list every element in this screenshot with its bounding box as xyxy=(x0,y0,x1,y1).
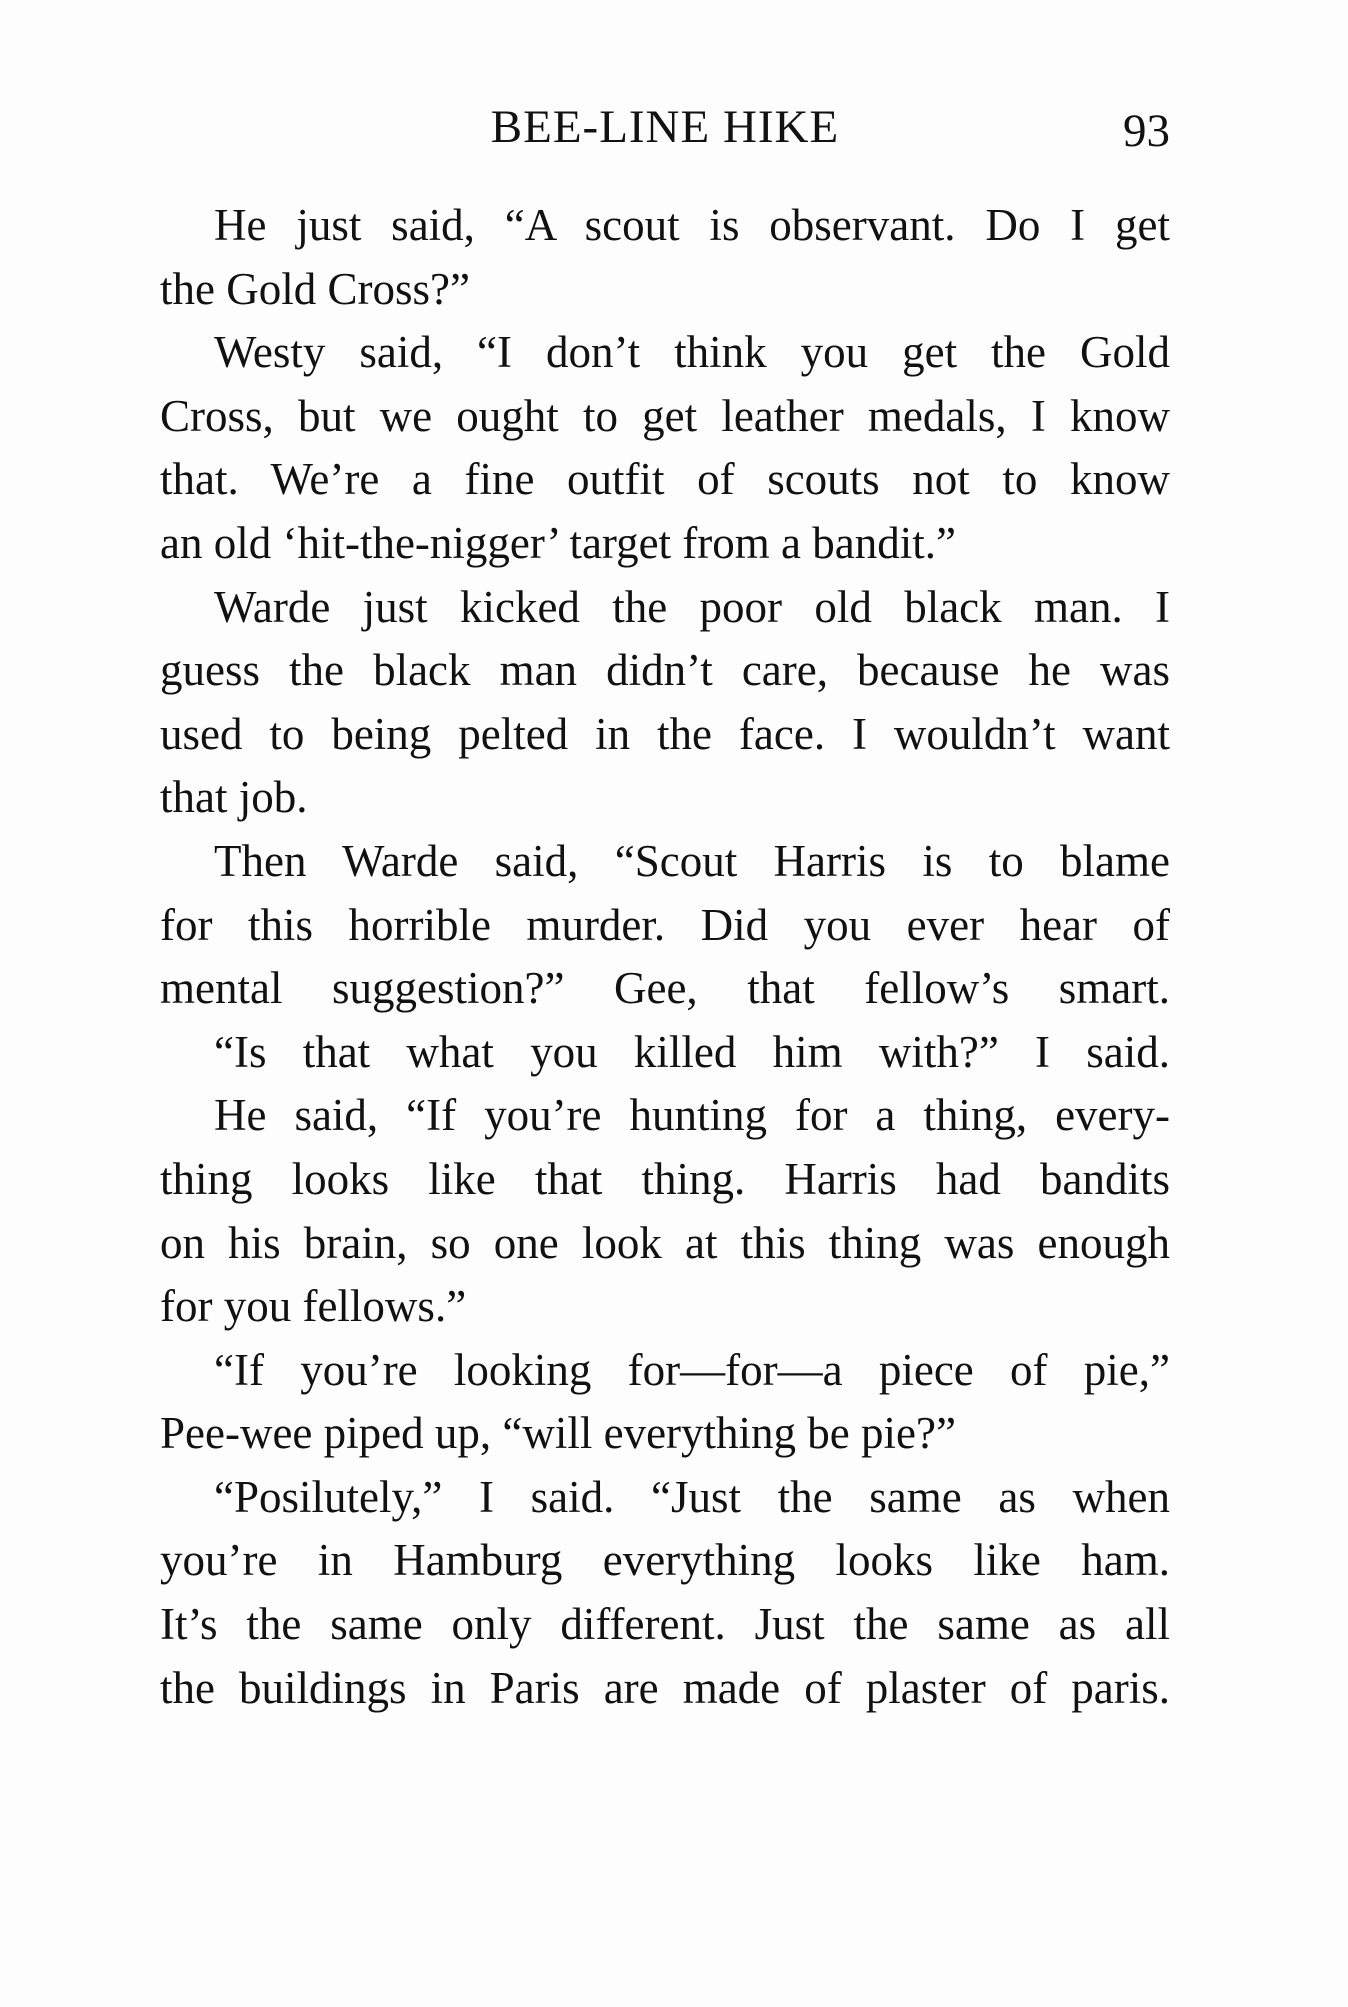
text-line: that job. xyxy=(160,772,308,823)
text-line: “Posilutely,” I said. “Just the same as when xyxy=(214,1471,1170,1522)
text-line: guess the black man didn’t care, because he was xyxy=(160,645,1170,696)
text-line: mental suggestion?” Gee, that fellow’s smart. xyxy=(160,963,1170,1014)
text-line: “Is that what you killed him with?” I said. xyxy=(214,1026,1170,1077)
body-text xyxy=(160,194,1170,1720)
text-line: “If you’re looking for—for—a piece of pie,” xyxy=(214,1344,1170,1395)
text-line: It’s the same only different. Just the same as all xyxy=(160,1599,1170,1650)
text-line: you’re in Hamburg everything looks like ham. xyxy=(160,1535,1170,1586)
running-head xyxy=(160,100,1170,160)
text-line: Then Warde said, “Scout Harris is to blame xyxy=(214,835,1170,886)
text-line: that. We’re a fine outfit of scouts not to know xyxy=(160,454,1170,505)
text-line: the Gold Cross?” xyxy=(160,263,470,314)
text-line: Westy said, “I don’t think you get the Gold xyxy=(214,327,1170,378)
text-line: Warde just kicked the poor old black man. I xyxy=(214,581,1170,632)
page-number: 93 xyxy=(1123,105,1170,157)
text-line: thing looks like that thing. Harris had bandits xyxy=(160,1153,1170,1204)
text-line: the buildings in Paris are made of plaster of paris. xyxy=(160,1662,1170,1713)
text-line: He said, “If you’re hunting for a thing, every- xyxy=(214,1090,1170,1141)
text-line: on his brain, so one look at this thing was enough xyxy=(160,1217,1170,1268)
text-line: for you fellows.” xyxy=(160,1281,467,1332)
text-line: Pee-wee piped up, “will everything be pie?” xyxy=(160,1408,956,1459)
text-line: for this horrible murder. Did you ever hear of xyxy=(160,899,1170,950)
running-title: BEE-LINE HIKE xyxy=(490,101,840,153)
text-line: used to being pelted in the face. I wouldn’t want xyxy=(160,708,1170,759)
text-line: an old ‘hit-the-nigger’ target from a bandit.” xyxy=(160,517,956,568)
text-line: He just said, “A scout is observant. Do I get xyxy=(214,200,1170,250)
text-line: Cross, but we ought to get leather medals, I know xyxy=(160,390,1170,441)
